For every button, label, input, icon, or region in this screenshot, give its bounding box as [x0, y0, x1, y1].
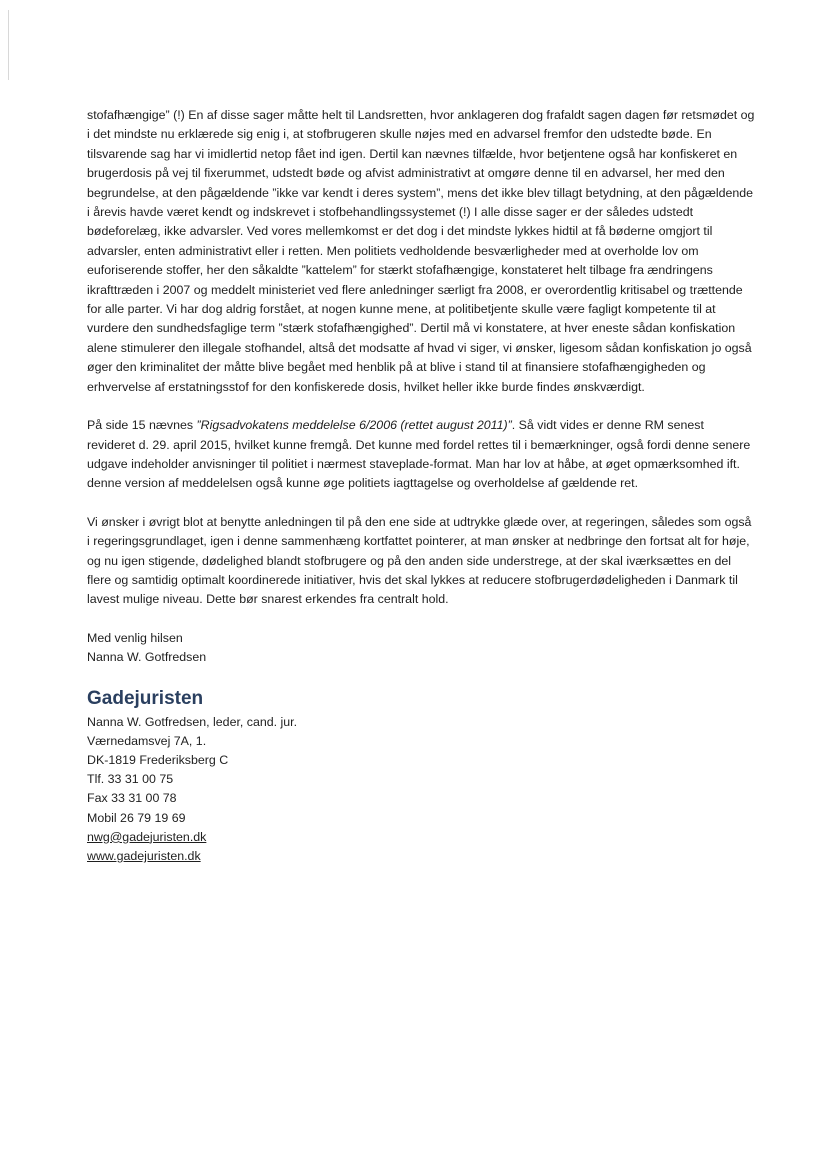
- contact-street: Værnedamsvej 7A, 1.: [87, 733, 207, 748]
- contact-city: DK-1819 Frederiksberg C: [87, 752, 229, 767]
- paragraph-2: [87, 416, 755, 494]
- signoff: [87, 629, 755, 668]
- paragraph-2-intro: På side 15 nævnes: [87, 418, 197, 433]
- letter-page: [87, 106, 755, 866]
- paragraph-1: stofafhængige” (!) En af disse sager måtte helt til Landsretten, hvor anklageren dog frafaldt sagen dagen før retsmødet og i det mindste nu erklærede sig enig i, at stofbrugeren skulle nøjes med en advarsel fremfor den udstedte bøde. En tilsvarende sag har vi imidlertid netop fået ind igen. Dertil kan nævnes tilfælde, hvor betjentene også har konfiskeret en brugerdosis på vej til fixerummet, udstedt bøde og afvist administrativt at omgøre denne til en advarsel, her med den begrundelse, at den pågældende ”ikke var kendt i deres system”, mens det ikke blev tillagt betydning, at den pågældende i årevis havde været kendt og indskrevet i stofbehandlingssystemet (!) I alle disse sager er der således udstedt bødeforelæg, ikke advarsler. Ved vores mellemkomst er det dog i det mindste lykkes hidtil at få bøderne omgjort til advarsler, enten administrativt eller i retten. Men politiets vedholdende besværligheder med at overholde lov om euforiserende stoffer, her den såkaldte ”kattelem” for stærkt stofafhængige, konstateret helt tilbage fra ændringens ikrafttræden i 2007 og meddelt ministeriet ved flere anledninger særligt fra 2008, er overordentlig kritisabel og trættende for alle parter. Vi har dog aldrig forstået, at nogen kunne mene, at politibetjente skulle være fagligt kompetente til at vurdere den sundhedsfaglige term ”stærk stofafhængighed”. Dertil må vi konstatere, at hver eneste sådan konfiskation alene stimulerer den illegale stofhandel, altså det modsatte af hvad vi siger, vi ønsker, ligesom sådan konfiskation jo også øger den kriminalitet der måtte blive begået med henblik på at blive i stand til at finansiere stofafhængigheden og erhvervelse af erstatningsstof for den konfiskerede dosis, hvilket heller ikke burde findes ønskværdigt.: [87, 108, 755, 394]
- contact-block: [87, 713, 755, 867]
- contact-fax: Fax 33 31 00 78: [87, 791, 177, 806]
- paragraph-2-rest: . Så vidt vides er denne RM senest revideret d. 29. april 2015, hvilket kunne fremgå. Det kunne med fordel rettes til i bemærkninger, også fordi denne senere udgave indeholder anvisninger til politiet i nærmest staveplade-format. Man har lov at håbe, at øget opmærksomhed ift. denne version af meddelelsen også kunne øge politiets iagttagelse og overholdelse af gældende ret.: [87, 418, 751, 491]
- closing-greeting: Med venlig hilsen: [87, 630, 183, 645]
- contact-mobile: Mobil 26 79 19 69: [87, 810, 186, 825]
- email-link[interactable]: nwg@gadejuristen.dk: [87, 829, 207, 844]
- website-link[interactable]: www.gadejuristen.dk: [87, 848, 201, 863]
- organization-name: Gadejuristen: [87, 687, 204, 709]
- paragraph-2-reference: ”Rigsadvokatens meddelelse 6/2006 (rettet august 2011)”: [196, 418, 512, 433]
- paragraph-3: Vi ønsker i øvrigt blot at benytte anledningen til på den ene side at udtrykke glæde over, at regeringen, således som også i regeringsgrundlaget, igen i denne sammenhæng kortfattet pointerer, at man ønsker at nedbringe den fortsat alt for høje, og nu igen stigende, dødelighed blandt stofbrugere og på den anden side understrege, at der skal iværksættes en del flere og samtidig optimalt koordinerede initiativer, hvis det skal lykkes at reducere stofbrugerdødeligheden i Danmark til lavest mulige niveau. Dette bør snarest erkendes fra centralt hold.: [87, 514, 752, 607]
- contact-person: Nanna W. Gotfredsen, leder, cand. jur.: [87, 714, 298, 729]
- contact-phone: Tlf. 33 31 00 75: [87, 772, 174, 787]
- scan-edge-mark: [8, 10, 9, 80]
- signer-name: Nanna W. Gotfredsen: [87, 650, 207, 665]
